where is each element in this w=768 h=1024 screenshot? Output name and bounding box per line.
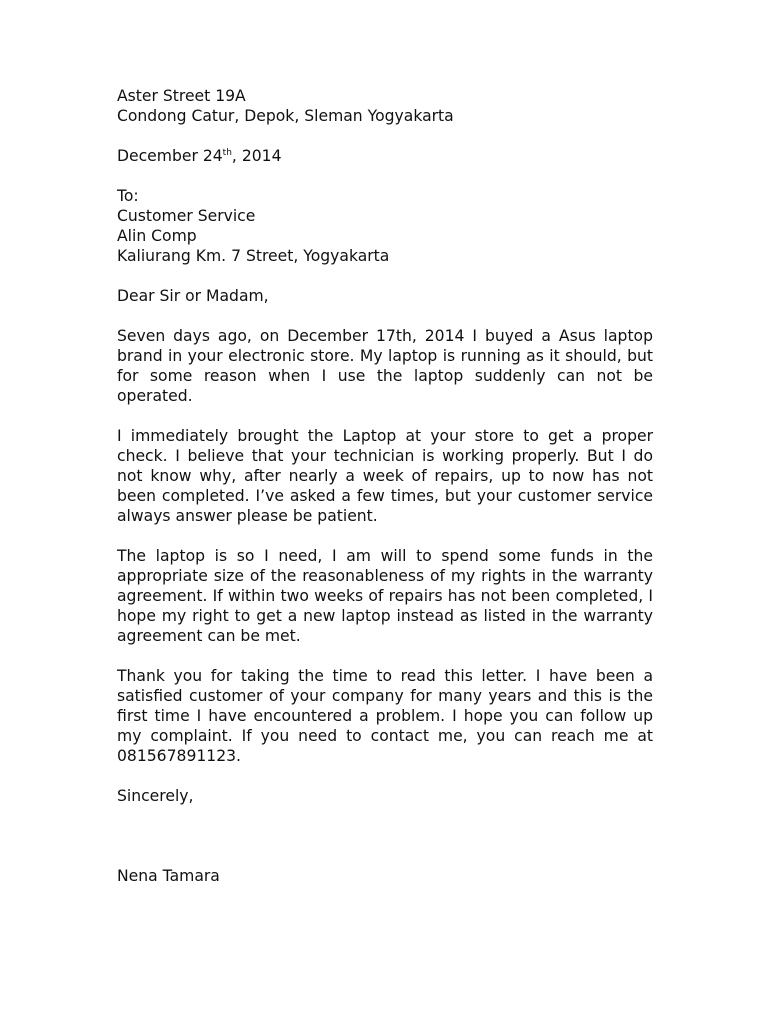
sender-address-line-1: Aster Street 19A xyxy=(117,87,246,105)
closing: Sincerely, xyxy=(117,787,194,805)
recipient-line-3: Kaliurang Km. 7 Street, Yogyakarta xyxy=(117,247,390,265)
body-paragraph-4: Thank you for taking the time to read this letter. I have been a satisfied customer of your company for many years and this is the first time I have encountered a problem. I hope you can follow up my complaint. If you need to contact me, you can reach me at 081567891123. xyxy=(117,667,653,765)
letter-date xyxy=(117,146,653,166)
signature-name: Nena Tamara xyxy=(117,867,220,885)
body-paragraph-1: Seven days ago, on December 17th, 2014 I buyed a Asus laptop brand in your electronic store. My laptop is running as it should, but for some reason when I use the laptop suddenly can not be operated. xyxy=(117,327,653,405)
sender-address-line-2: Condong Catur, Depok, Sleman Yogyakarta xyxy=(117,107,454,125)
date-prefix: December 24 xyxy=(117,147,223,165)
letter-page xyxy=(117,86,653,886)
body-paragraph-2: I immediately brought the Laptop at your store to get a proper check. I believe that your technician is working properly. But I do not know why, after nearly a week of repairs, up to now has not been completed. I’ve asked a few times, but your customer service always answer please be patient. xyxy=(117,427,653,525)
date-ordinal-suffix: th xyxy=(222,148,232,158)
recipient-address xyxy=(117,186,653,266)
sender-address xyxy=(117,86,653,126)
salutation: Dear Sir or Madam, xyxy=(117,287,269,305)
recipient-to-label: To: xyxy=(117,187,139,205)
recipient-line-1: Customer Service xyxy=(117,207,256,225)
body-paragraph-3: The laptop is so I need, I am will to spend some funds in the appropriate size of the reasonableness of my rights in the warranty agreement. If within two weeks of repairs has not been completed, I hope my right to get a new laptop instead as listed in the warranty agreement can be met. xyxy=(117,547,653,645)
date-year: , 2014 xyxy=(231,147,282,165)
recipient-line-2: Alin Comp xyxy=(117,227,197,245)
